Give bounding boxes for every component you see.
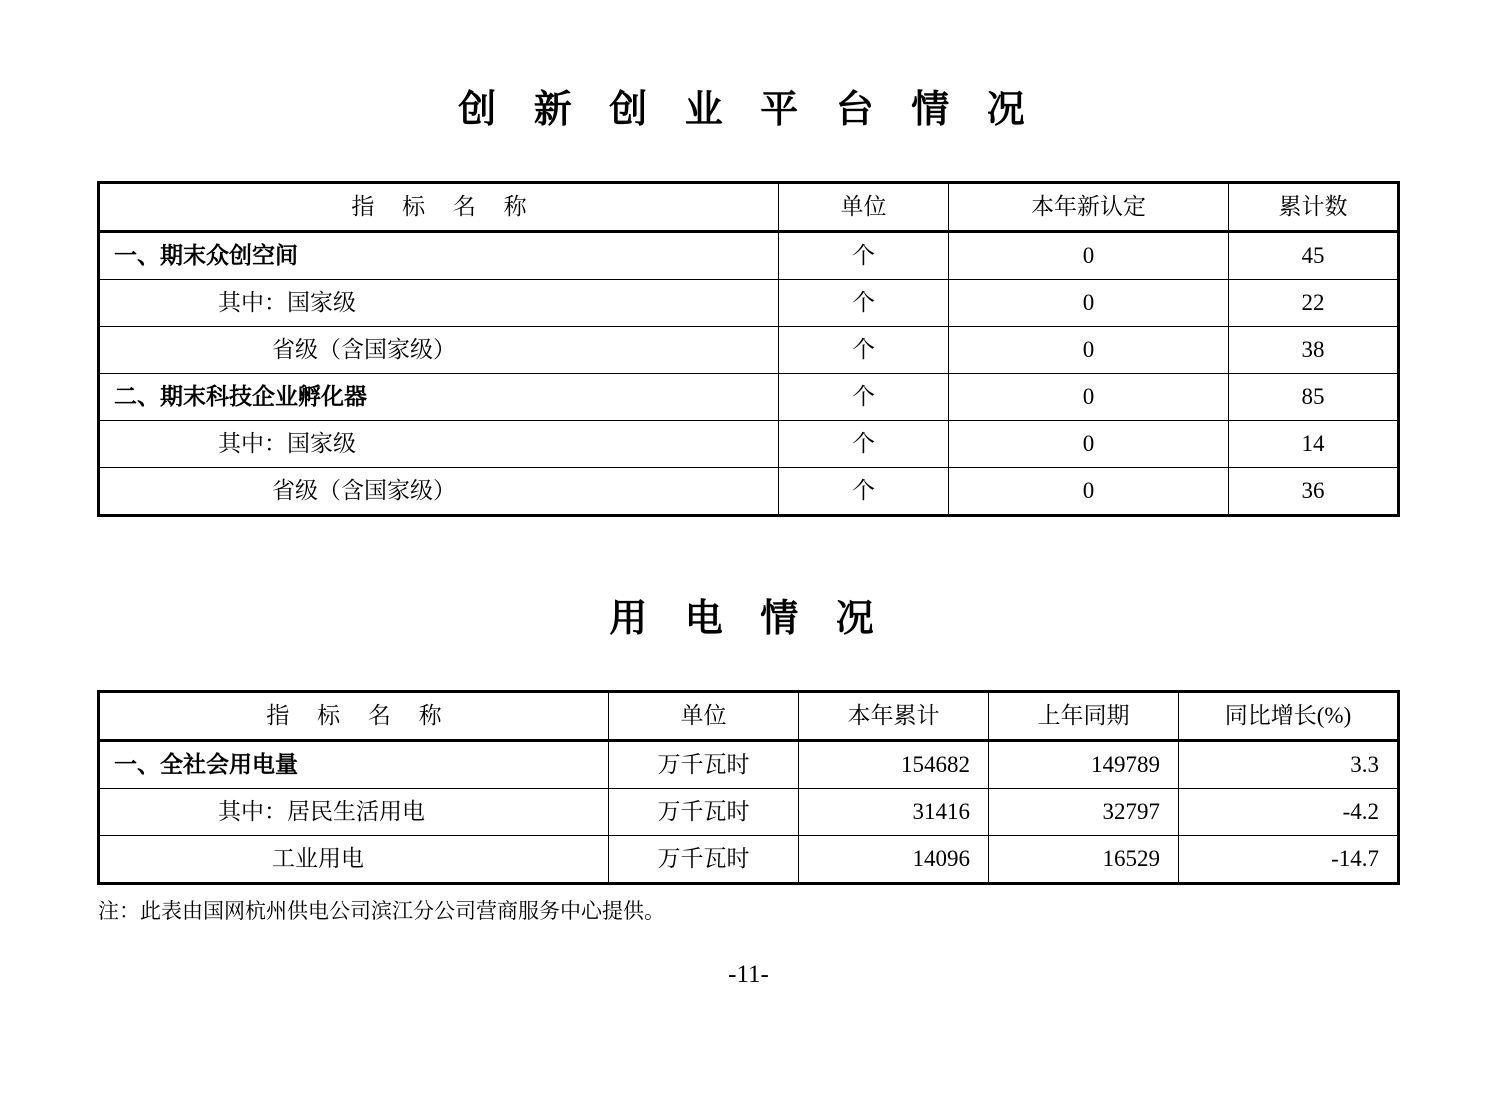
table-row — [99, 421, 1399, 468]
row-unit: 万千瓦时 — [609, 789, 799, 836]
page-title-innovation: 创 新 创 业 平 台 情 况 — [458, 89, 1039, 131]
row-unit: 个 — [779, 232, 949, 280]
table-row — [99, 468, 1399, 516]
table-row — [99, 374, 1399, 421]
row-label: 一、全社会用电量 — [99, 741, 609, 789]
row-label: 其中：国家级 — [99, 421, 779, 468]
table-row — [99, 280, 1399, 327]
row-total: 85 — [1229, 374, 1399, 421]
row-new: 0 — [949, 232, 1229, 280]
table-note: 注：此表由国网杭州供电公司滨江分公司营商服务中心提供。 — [98, 899, 665, 923]
row-label: 其中：国家级 — [99, 280, 779, 327]
column-header-unit: 单位 — [779, 183, 949, 232]
row-total: 36 — [1229, 468, 1399, 516]
row-growth: -14.7 — [1179, 836, 1399, 884]
row-label: 其中：居民生活用电 — [99, 789, 609, 836]
row-current: 31416 — [799, 789, 989, 836]
column-header-total: 累计数 — [1229, 183, 1399, 232]
row-label: 省级（含国家级） — [99, 327, 779, 374]
column-header-growth: 同比增长(%) — [1179, 692, 1399, 741]
row-previous: 149789 — [989, 741, 1179, 789]
column-header-current: 本年累计 — [799, 692, 989, 741]
row-previous: 16529 — [989, 836, 1179, 884]
row-label: 二、期末科技企业孵化器 — [99, 374, 779, 421]
column-header-previous: 上年同期 — [989, 692, 1179, 741]
column-header-indicator: 指 标 名 称 — [99, 692, 609, 741]
table-row — [99, 327, 1399, 374]
row-new: 0 — [949, 374, 1229, 421]
row-unit: 个 — [779, 327, 949, 374]
row-new: 0 — [949, 468, 1229, 516]
table-header-row — [99, 692, 1399, 741]
row-unit: 万千瓦时 — [609, 836, 799, 884]
row-unit: 个 — [779, 421, 949, 468]
power-consumption-table — [97, 690, 1400, 885]
column-header-indicator: 指 标 名 称 — [99, 183, 779, 232]
table-row — [99, 836, 1399, 884]
row-current: 154682 — [799, 741, 989, 789]
row-unit: 个 — [779, 280, 949, 327]
row-unit: 万千瓦时 — [609, 741, 799, 789]
row-new: 0 — [949, 280, 1229, 327]
page-number: -11- — [728, 961, 769, 988]
document-page — [0, 78, 1497, 1102]
column-header-new: 本年新认定 — [949, 183, 1229, 232]
row-label: 省级（含国家级） — [99, 468, 779, 516]
row-unit: 个 — [779, 374, 949, 421]
row-total: 14 — [1229, 421, 1399, 468]
row-growth: -4.2 — [1179, 789, 1399, 836]
row-previous: 32797 — [989, 789, 1179, 836]
row-label: 工业用电 — [99, 836, 609, 884]
table-row — [99, 232, 1399, 280]
row-new: 0 — [949, 327, 1229, 374]
page-title-power: 用 电 情 况 — [609, 598, 888, 640]
table-row — [99, 789, 1399, 836]
table-header-row — [99, 183, 1399, 232]
row-unit: 个 — [779, 468, 949, 516]
row-total: 38 — [1229, 327, 1399, 374]
row-total: 45 — [1229, 232, 1399, 280]
innovation-platform-table — [97, 181, 1400, 517]
row-label: 一、期末众创空间 — [99, 232, 779, 280]
row-total: 22 — [1229, 280, 1399, 327]
row-new: 0 — [949, 421, 1229, 468]
column-header-unit: 单位 — [609, 692, 799, 741]
row-growth: 3.3 — [1179, 741, 1399, 789]
row-current: 14096 — [799, 836, 989, 884]
table-row — [99, 741, 1399, 789]
